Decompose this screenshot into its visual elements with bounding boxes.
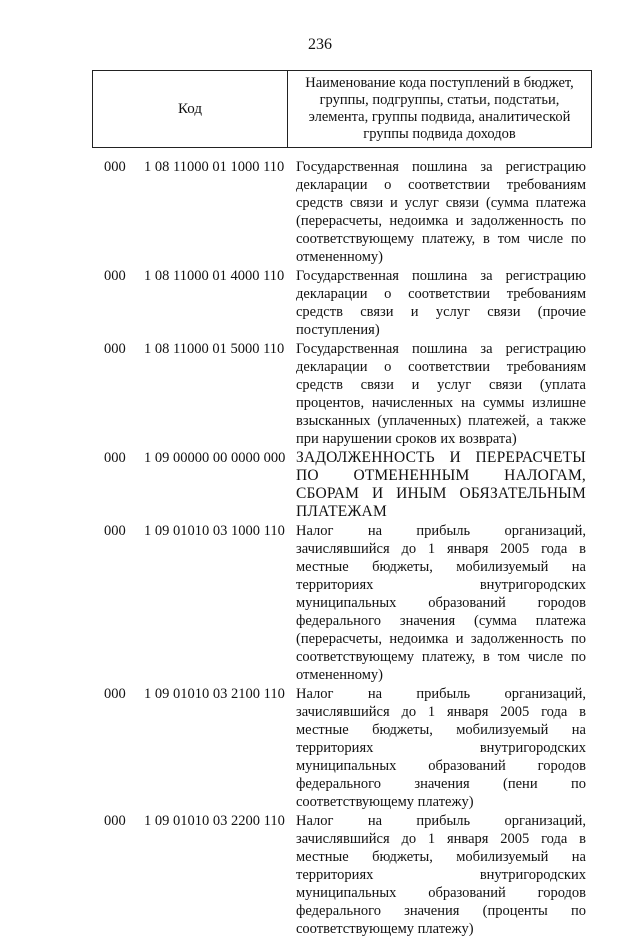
- revenue-code: 1 09 00000 00 0000 000: [144, 450, 286, 466]
- admin-code: 000: [104, 159, 126, 175]
- admin-code: 000: [104, 268, 126, 284]
- admin-code: 000: [104, 450, 126, 466]
- table-row: [0, 267, 640, 339]
- table-row: [0, 522, 640, 684]
- revenue-code: 1 09 01010 03 1000 110: [144, 523, 285, 539]
- table-row: [0, 685, 640, 811]
- page-number: 236: [308, 36, 332, 53]
- header-code-cell: Код: [93, 71, 288, 147]
- admin-code: 000: [104, 686, 126, 702]
- admin-code: 000: [104, 341, 126, 357]
- revenue-code: 1 08 11000 01 4000 110: [144, 268, 285, 284]
- revenue-code: 1 09 01010 03 2100 110: [144, 686, 285, 702]
- table-row: [0, 812, 640, 938]
- revenue-code: 1 08 11000 01 5000 110: [144, 341, 285, 357]
- revenue-name: Государственная пошлина за регистрацию декларации о соответствии требованиям средств связи и услуг связи (прочие поступления): [296, 268, 586, 338]
- revenue-name: Налог на прибыль организаций, зачислявшийся до 1 января 2005 года в местные бюджеты, мобилизуемый на территориях внутригородских муниципальных образований городов федерального значения (пени по соответствующему платежу): [296, 686, 586, 810]
- revenue-name: Государственная пошлина за регистрацию декларации о соответствии требованиям средств связи и услуг связи (сумма платежа (перерасчеты, недоимка и задолженность по соответствующему платежу, в том числе по отмененному): [296, 159, 586, 265]
- table-header: [92, 70, 592, 148]
- revenue-name: ЗАДОЛЖЕННОСТЬ И ПЕРЕРАСЧЕТЫ ПО ОТМЕНЕННЫМ НАЛОГАМ, СБОРАМ И ИНЫМ ОБЯЗАТЕЛЬНЫМ ПЛАТЕЖАМ: [296, 449, 586, 520]
- admin-code: 000: [104, 523, 126, 539]
- revenue-code: 1 09 01010 03 2200 110: [144, 813, 285, 829]
- table-row: [0, 158, 640, 266]
- revenue-name: Государственная пошлина за регистрацию декларации о соответствии требованиям средств связи и услуг связи (уплата процентов, начисленных на суммы излишне взысканных (уплаченных) платежей, а также при нарушении сроков их возврата): [296, 341, 586, 447]
- revenue-code: 1 08 11000 01 1000 110: [144, 159, 285, 175]
- admin-code: 000: [104, 813, 126, 829]
- header-name-cell: Наименование кода поступлений в бюджет, группы, подгруппы, статьи, подстатьи, элемента, группы подвида, аналитической группы подвида доходов: [305, 75, 574, 142]
- revenue-name: Налог на прибыль организаций, зачислявшийся до 1 января 2005 года в местные бюджеты, мобилизуемый на территориях внутригородских муниципальных образований городов федерального значения (сумма платежа (перерасчеты, недоимка и задолженность по соответствующему платежу, в том числе по отмененному): [296, 523, 586, 683]
- table-body: [0, 158, 640, 939]
- table-row: [0, 449, 640, 521]
- revenue-name: Налог на прибыль организаций, зачислявшийся до 1 января 2005 года в местные бюджеты, мобилизуемый на территориях внутригородских муниципальных образований городов федерального значения (проценты по соответствующему платежу): [296, 813, 586, 937]
- table-row: [0, 340, 640, 448]
